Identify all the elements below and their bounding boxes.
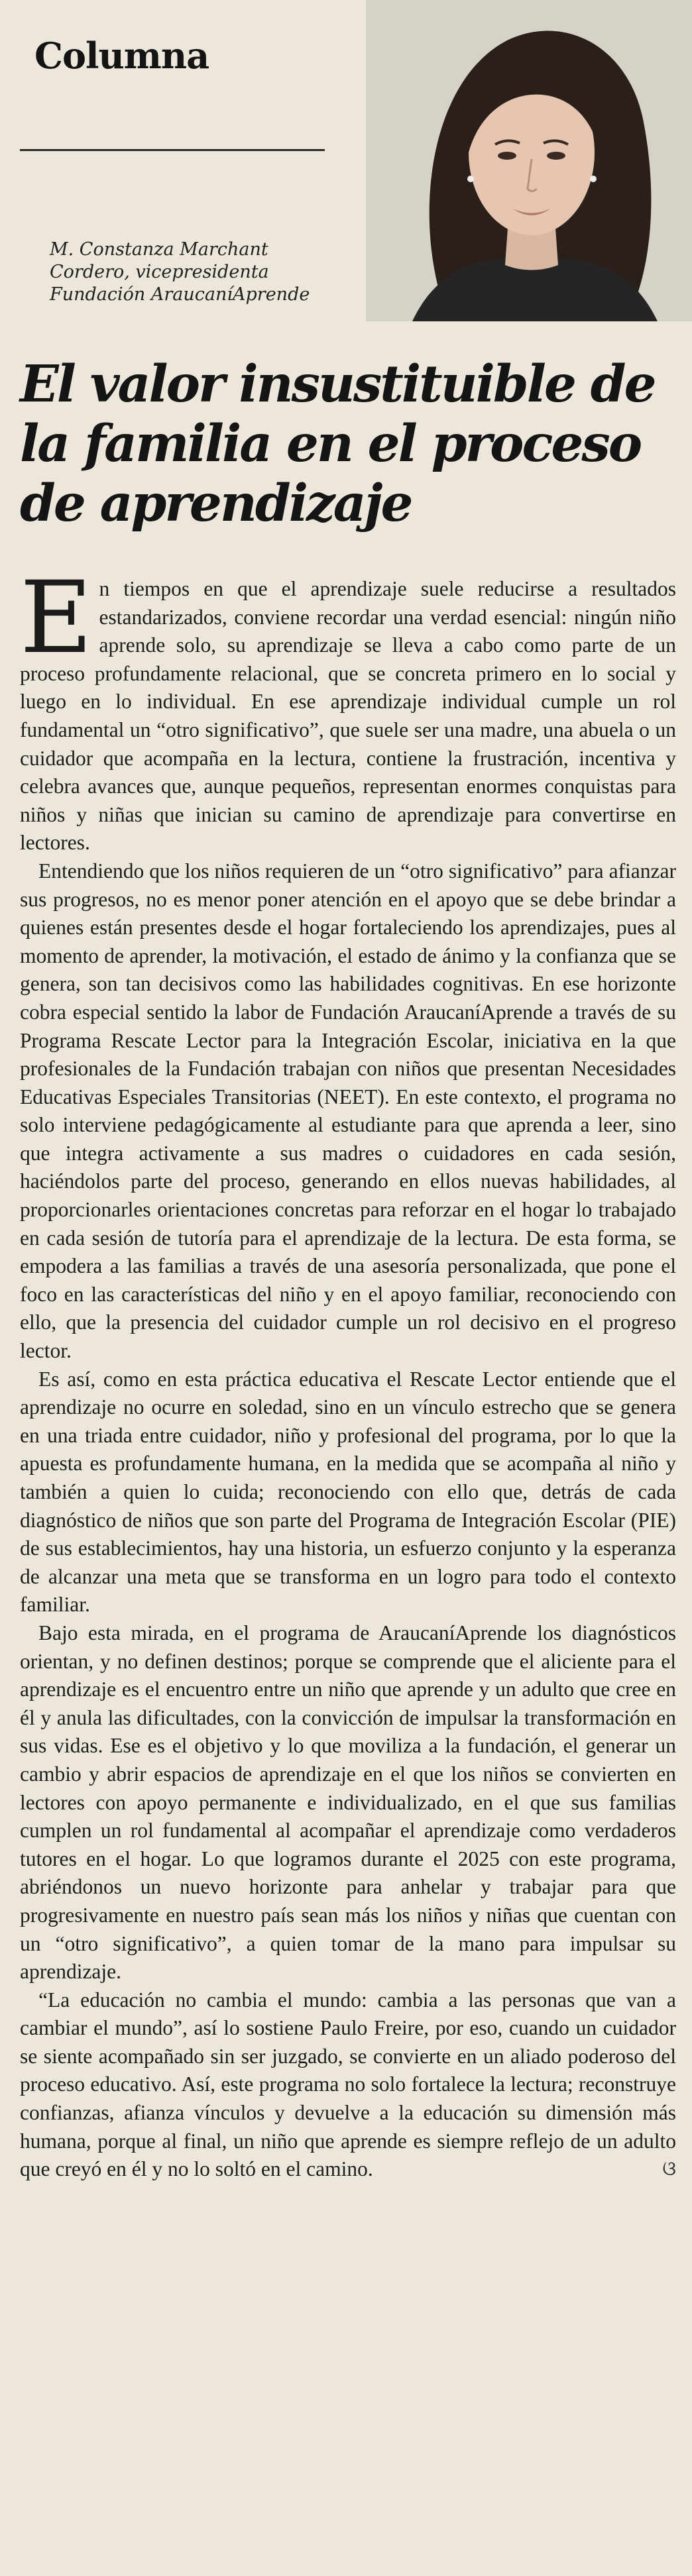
article-paragraph: Es así, como en esta práctica educativa el Rescate Lector entiende que el aprendizaje no ocurre en soledad, sino en un vínculo estrecho que se genera en una triada entre cuidador, niño y profesional del programa, por lo que la apuesta es profundamente humana, en la medida que se acompaña al niño y también a quien lo cuida; reconociendo con ello que, detrás de cada diagnóstico de niños que son parte del Programa de Integración Escolar (PIE) de sus establecimientos, hay una historia, un esfuerzo conjunto y la esperanza de alcanzar una meta que se transforma en un logro para todo el contexto familiar. (20, 1367, 676, 1617)
article-paragraph: Entendiendo que los niños requieren de un “otro significativo” para afianzar sus progresos, no es menor poner atención en el apoyo que se debe brindar a quienes están presentes desde el hogar fortaleciendo los aprendizajes, pues al momento de aprender, la motivación, el estado de ánimo y la confianza que se genera, son tan decisivos como las habilidades cognitivas. En ese horizonte cobra especial sentido la labor de Fundación AraucaníAprende a través de su Programa Rescate Lector para la Integración Escolar, iniciativa en la que profesionales de la Fundación trabajan con niños que presentan Necesidades Educativas Especiales Transitorias (NEET). En este contexto, el programa no solo interviene pedagógicamente al estudiante para que aprenda a leer, sino que integra activamente a sus madres o cuidadores en cada sesión, haciéndolos parte del proceso, generando en ellos nuevas habilidades, al proporcionarles orientaciones concretas para reforzar en el hogar lo trabajado en cada sesión de tutoría para el aprendizaje de la lectura. De esta forma, se empodera a las familias a través de una asesoría personalizada, que pone el foco en las características del niño y en el apoyo familiar, reconociendo con ello, que la presencia del cuidador cumple un rol decisivo en el progreso lector. (20, 859, 676, 1363)
end-mark-icon: ଓ (662, 2158, 676, 2180)
author-photo (366, 0, 692, 321)
article-paragraph (20, 561, 676, 857)
section-label: Columna (34, 34, 209, 77)
section-divider (20, 149, 325, 151)
article-paragraph: Bajo esta mirada, en el programa de AraucaníAprende los diagnósticos orientan, y no definen destinos; porque se comprende que el aliciente para el aprendizaje es el encuentro entre un niño que aprende y un adulto que cree en él y anula las dificultades, con la convicción de impulsar la transformación en sus vidas. Ese es el objetivo y lo que moviliza a la fundación, el generar un cambio y abrir espacios de aprendizaje en el que los niños se convierten en lectores con apoyo permanente e individualizado, en el que sus familias cumplen un rol fundamental al acompañar el aprendizaje como verdaderos tutores en el hogar. Lo que logramos durante el 2025 con este programa, abriéndonos un nuevo horizonte para anhelar y trabajar para que progresivamente en nuestro país sean más los niños y niñas que cuentan con un “otro significativo”, a quien tomar de la mano para impulsar su aprendizaje. (20, 1621, 676, 1984)
column-header (0, 0, 692, 325)
article-title: El valor insustituible de la familia en el proceso de aprendizaje (20, 354, 655, 533)
drop-cap: E (20, 561, 93, 676)
paragraph-text: “La educación no cambia el mundo: cambia a las personas que van a cambiar el mundo”, así lo sostiene Paulo Freire, por eso, cuando un cuidador se siente acompañado sin ser juzgado, se convierte en un aliado poderoso del proceso educativo. Así, este programa no solo fortalece la lectura; reconstruye confianzas, afianza vínculos y devuelve a la educación su dimensión más humana, porque al final, un niño que aprende es siempre reflejo de un adulto que creyó en él y no lo soltó en el camino. (20, 1988, 676, 2181)
article-paragraph (20, 1986, 676, 2184)
paragraph-text: n tiempos en que el aprendizaje suele reducirse a resultados estandarizados, conviene recordar una verdad esencial: ningún niño aprende solo, su aprendizaje se lleva a cabo como parte de un proceso profundamente relacional, que se concreta primero en lo social y luego en lo individual. En ese aprendizaje individual cumple un rol fundamental un “otro significativo”, que suele ser una madre, una abuela o un cuidador que acompaña en la lectura, contiene la frustración, incentiva y celebra avances que, aunque pequeños, representan enormes conquistas para niños y niñas que inician su camino de aprendizaje para convertirse en lectores. (20, 577, 676, 855)
article-body (20, 561, 676, 2184)
author-byline: M. Constanza Marchant Cordero, vicepresidenta Fundación AraucaníAprende (50, 239, 310, 305)
